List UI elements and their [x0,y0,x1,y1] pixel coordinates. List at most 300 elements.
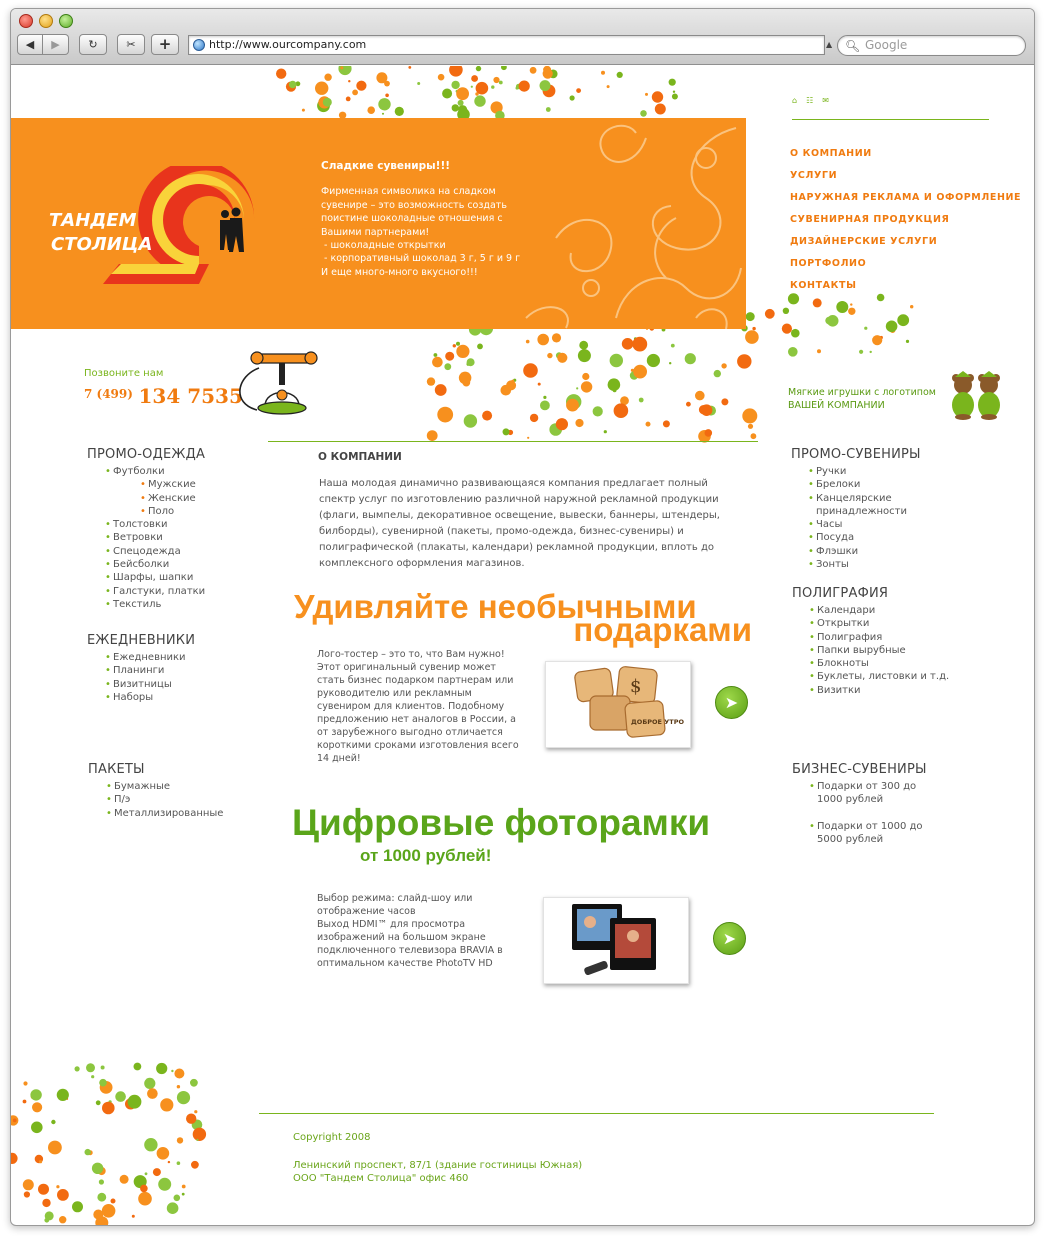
decorative-dot [417,82,420,85]
logo-line2: СТОЛИЦА [51,234,153,255]
decorative-dot [31,1122,43,1134]
decorative-dot [95,1216,108,1226]
feature2-line: Выход HDMI™ для просмотра [317,919,466,930]
right-menu-item[interactable]: • Календари [809,604,972,617]
right-menu-title: ПОЛИГРАФИЯ [792,586,889,601]
decorative-dot [451,81,459,89]
decorative-dot [699,405,708,414]
decorative-dot [655,104,666,115]
decorative-dot [453,344,456,347]
decorative-dot [547,353,552,358]
left-menu-item[interactable]: • Спецодежда [105,545,205,558]
close-window-button[interactable] [19,14,33,28]
decorative-dot [286,82,296,92]
decorative-dot [752,327,755,330]
left-menu-subitem[interactable]: • Женские [140,492,205,505]
decorative-dot [467,358,475,366]
decorative-dot [640,110,647,117]
decorative-dot [376,72,387,83]
decorative-dot [647,354,660,367]
decorative-dot [23,1100,27,1104]
feature2-text [317,892,525,970]
decorative-dot [408,66,411,69]
nav-item-about[interactable]: О КОМПАНИИ [790,148,872,159]
browser-window [10,8,1035,1226]
decorative-dot [97,1193,106,1202]
decorative-dot [86,1063,95,1072]
decorative-dot [886,321,898,333]
decorative-dot [88,1150,93,1155]
decorative-dot [552,333,561,342]
decorative-dot [746,312,755,321]
decorative-dot [98,1167,106,1175]
decorative-dot [663,420,670,427]
decorative-dot [352,90,358,96]
reload-icon: ↻ [88,38,98,51]
decorative-dot [160,1098,173,1111]
decorative-dot [639,398,644,403]
decorative-dot [511,380,514,383]
decorative-dot [315,82,328,95]
decorative-dot [39,1160,42,1163]
decorative-dot [765,309,775,319]
decorative-dot [601,71,605,75]
left-menu-item[interactable]: • Бумажные [106,780,223,793]
decorative-dot [543,85,556,98]
promo-line: сувенире – это возможность создать [321,199,507,211]
decorative-dot [196,1139,198,1141]
decorative-dot [474,95,485,106]
floral-swirl-icon [496,118,746,329]
decorative-dot [630,371,638,379]
decorative-dot [464,414,477,427]
decorative-dot [880,336,883,339]
decorative-dot [93,1210,103,1220]
decorative-dot [467,362,470,365]
decorative-dot [145,1172,148,1175]
decorative-dot [462,379,470,387]
decorative-dot [177,1161,181,1165]
right-menu-printing [792,586,972,697]
decorative-dot [458,105,467,114]
decorative-dot [158,1178,171,1191]
decorative-dot [646,422,651,427]
tandem-logo [49,166,289,296]
decorative-dot [182,1185,186,1189]
right-menu-item[interactable]: • Брелоки [808,478,961,491]
decorative-dot [672,94,678,100]
decorative-dot [575,419,583,427]
decorative-dot [506,380,516,390]
decorative-dot [75,1066,80,1071]
decorative-dot [51,1120,55,1124]
decorative-dot [608,378,621,391]
decorative-dot [445,352,454,361]
decorative-dot [614,403,629,418]
right-menu-business-souvenirs [792,762,962,846]
decorative-dot [174,1069,184,1079]
decorative-dot [134,1175,147,1188]
decorative-dot [527,437,529,439]
call-label: Позвоните нам [84,368,164,379]
decorative-dot [346,97,351,102]
decorative-dot [543,396,546,399]
decorative-dot [427,377,435,385]
divider [268,441,758,442]
decorative-dot [783,308,789,314]
decorative-dot [686,402,691,407]
decorative-dot [13,1119,17,1123]
decorative-dot [543,69,553,79]
decorative-dot [99,1179,104,1184]
decorative-dot [491,101,503,113]
decorative-dot [850,303,852,305]
decorative-dot [669,79,676,86]
nav-item-portfolio[interactable]: ПОРТФОЛИО [790,258,867,269]
decorative-dot [147,1088,158,1099]
decorative-dot [632,337,647,352]
decorative-dot [499,81,503,85]
toys-line1: Мягкие игрушки с логотипом [788,387,936,398]
address-bar[interactable] [188,35,825,55]
decorative-dot [356,81,366,91]
decorative-dot [157,1147,170,1160]
back-button[interactable] [17,34,43,55]
left-menu-item[interactable]: • Бейсболки [105,558,205,571]
left-menu-item[interactable]: • Галстуки, платки [105,585,205,598]
promo-banner [11,118,746,329]
left-menu-item[interactable]: • Ежедневники [105,651,195,664]
logo-line1: ТАНДЕМ [49,210,137,231]
about-text: Наша молодая динамично развивающаяся компания предлагает полный спектр услуг по изготовлению различной наружной рекламной продукции (флаги, вымпелы, декоративное освещение, вывески, баннеры, штендеры, билборды), сувенирной (пакеты, промо-одежда, бизнес-сувениры) и полиграфической (плакаты, календари) рекламной продукции, вплоть до комплексного оформления магазинов. [319,478,720,569]
decorative-dot [194,1110,197,1113]
decorative-dot [476,66,481,71]
decorative-dot [111,1199,116,1204]
feature2-line: изображений на большом экране [317,932,486,943]
decorative-dot [604,430,607,433]
decorative-dot [491,85,494,88]
left-menu-title: ПАКЕТЫ [88,762,145,777]
decorative-dot [85,1149,91,1155]
add-tab-button[interactable] [151,34,179,55]
decorative-dot [476,82,489,95]
left-menu-title: ЕЖЕДНЕВНИКИ [87,633,196,648]
decorative-dot [31,1094,37,1100]
reload-button[interactable] [79,34,107,55]
decorative-dot [570,95,575,100]
decorative-dot [24,1191,30,1197]
right-menu-item[interactable]: • Посуда [808,531,961,544]
decorative-dot [437,407,453,423]
plus-icon: + [158,35,172,53]
globe-icon [193,39,205,51]
nav-item-souvenirs[interactable]: СУВЕНИРНАЯ ПРОДУКЦИЯ [790,214,950,225]
decorative-dot [156,1063,167,1074]
left-menu-item[interactable]: • П/э [106,793,223,806]
address-text: http://www.ourcompany.com [209,38,367,51]
top-icons [792,96,838,105]
nav-item-outdoor-ads[interactable]: НАРУЖНАЯ РЕКЛАМА И ОФОРМЛЕНИЕ [790,192,1022,203]
search-icon: 🔍︎ [845,39,861,53]
left-menu-item[interactable]: • Планинги [105,664,195,677]
decorative-dot [910,305,913,308]
decorative-dot [92,1163,103,1174]
decorative-dot [459,372,472,385]
decorative-dot [751,433,757,439]
feature1-arrow-button[interactable] [715,686,748,719]
footer-copyright: Copyright 2008 [293,1132,371,1143]
right-menu-item[interactable]: • Визитки [809,684,972,697]
photo-frame-icon [544,898,690,985]
decorative-dot [613,389,617,393]
left-menu-subitem[interactable]: • Поло [140,505,205,518]
forward-button[interactable] [43,34,69,55]
photo-frames-image[interactable] [543,897,689,984]
decorative-dot [11,1115,18,1125]
feature2-line: отображение часов [317,906,416,917]
decorative-dot [825,317,833,325]
decorative-dot [516,87,519,90]
search-input[interactable] [837,35,1026,56]
decorative-dot [138,1192,152,1206]
decorative-dot [897,314,909,326]
decorative-dot [549,423,562,436]
nav-item-design[interactable]: ДИЗАЙНЕРСКИЕ УСЛУГИ [790,236,938,247]
right-menu-item[interactable]: • Папки вырубные [809,644,972,657]
sitemap-icon[interactable]: ☷ [806,96,823,105]
promo-line: Фирменная символика на сладком [321,186,496,198]
decorative-dot [669,362,671,364]
decorative-dot [561,358,563,360]
scissors-icon: ✂ [126,38,136,51]
left-menu-item[interactable]: • Футболки [105,465,205,478]
left-menu-item[interactable]: • Шарфы, шапки [105,571,205,584]
left-menu-item[interactable]: • Наборы [105,691,195,704]
decorative-dot [32,1102,42,1112]
decorative-dot [59,1216,66,1223]
decorative-dot [144,1078,155,1089]
snapback-button[interactable] [117,34,145,55]
decorative-dot [557,353,567,363]
decorative-dot [442,89,452,99]
right-menu-title: БИЗНЕС-СУВЕНИРЫ [792,762,927,777]
left-menu-title: ПРОМО-ОДЕЖДА [87,447,206,462]
decorative-dot [177,1091,190,1104]
decorative-dot [537,334,549,346]
decorative-dot [38,1184,49,1195]
decorative-dot [435,384,447,396]
decorative-dot [456,90,459,93]
promo-title: Сладкие сувениры!!! [321,160,451,172]
search-placeholder: Google [865,38,908,52]
decorative-dot [579,341,588,350]
decorative-dot [620,396,629,405]
decorative-dot [48,1141,62,1155]
home-icon[interactable]: ⌂ [792,96,807,105]
decorative-dot [482,411,492,421]
right-menu-item[interactable]: • Блокноты [809,657,972,670]
decorative-dot [501,385,512,396]
decorative-dot [530,414,538,422]
web-page [11,66,1035,1226]
left-menu-item[interactable]: • Визитницы [105,678,195,691]
decorative-dot [192,1120,203,1131]
decorative-dot [289,81,297,89]
right-menu-item[interactable]: • Полиграфия [809,631,972,644]
decorative-dot [556,418,568,430]
feature2-line: подключенного телевизора BRAVIA в [317,945,503,956]
left-menu-item[interactable]: • Толстовки [105,518,205,531]
decorative-dot [519,81,530,92]
phone-number [84,384,243,408]
left-menu-item[interactable]: • Ветровки [105,531,205,544]
right-menu-item[interactable]: • Открытки [809,617,972,630]
decorative-dot [622,338,634,350]
main-navigation [790,147,1021,301]
decorative-dot [721,363,726,368]
decorative-dot [140,1185,148,1193]
left-menu-item[interactable]: • Металлизированные [106,807,223,820]
promo-line: - шоколадные открытки [321,240,446,252]
right-menu-item[interactable]: • Зонты [808,558,961,571]
right-menu-item[interactable]: • Подарки от 1000 до 5000 рублей [809,820,929,847]
toaster-toast-image[interactable] [545,661,691,748]
promo-line: - корпоративный шоколад 3 г, 5 г и 9 г [321,253,521,265]
zoom-window-button[interactable] [59,14,73,28]
decorative-dot [817,349,821,353]
decorative-dot [134,1063,142,1071]
decorative-dot [864,327,867,330]
left-menu-planners [87,633,195,704]
decorative-dot [177,1085,180,1088]
decorative-dot [671,344,675,348]
decorative-dot [748,424,753,429]
decorative-dot [721,398,728,405]
decorative-dot [582,373,589,380]
right-menu-item[interactable]: • Канцелярские принадлежности [808,492,918,519]
left-menu-subitem[interactable]: • Мужские [140,478,205,491]
decorative-dot [30,1089,41,1100]
decorative-dot [493,77,499,83]
decorative-dot [193,1128,206,1141]
left-menu-item[interactable]: • Текстиль [105,598,205,611]
minimize-window-button[interactable] [39,14,53,28]
toys-promo[interactable] [788,387,936,412]
nav-item-services[interactable]: УСЛУГИ [790,170,838,181]
promo-line: Вашими партнерами! [321,226,430,238]
right-menu-item[interactable]: • Флэшки [808,545,961,558]
decorative-dot [132,1215,135,1218]
decorative-dot [128,1095,142,1109]
decorative-dot [513,379,516,382]
divider [792,119,989,120]
right-menu-promo-souvenirs [791,447,961,571]
decorative-dot [546,107,551,112]
right-menu-item[interactable]: • Подарки от 300 до 1000 рублей [809,780,929,807]
decorative-dot [456,87,469,100]
promo-text [321,160,531,279]
decorative-dot [576,387,578,389]
decorative-dot [636,366,642,372]
promo-line: И еще много-много вкусного!!! [321,266,478,278]
decorative-dot [382,113,384,115]
decorative-dot [538,383,541,386]
decorative-dot [737,354,751,368]
decorative-dot [56,1185,59,1188]
mail-icon[interactable]: ✉ [822,96,838,105]
decorative-dot [167,1202,179,1214]
decorative-dot [782,324,792,334]
forward-arrow-icon: ▶ [51,38,60,51]
right-menu-item[interactable]: • Ручки [808,465,961,478]
decorative-dot [706,406,716,416]
decorative-dot [367,106,375,114]
decorative-dot [432,357,443,368]
decorative-dot [190,1079,198,1087]
decorative-dot [791,329,800,338]
decorative-dot [870,351,872,353]
decorative-dot [174,1195,181,1202]
page-title: О КОМПАНИИ [318,451,402,463]
decorative-dot [168,1161,170,1163]
decorative-dot [890,327,896,333]
decorative-dot [115,1091,126,1102]
decorative-dot [191,1161,199,1169]
feature2-subtitle: от 1000 рублей! [360,846,492,865]
decorative-dot [848,308,855,315]
decorative-dot [434,353,438,357]
decorative-dot [827,315,839,327]
toast-icon [546,662,692,749]
decorative-dot [302,109,305,112]
decorative-dot [745,330,759,344]
decorative-dot [324,74,331,81]
arrow-right-icon: ➤ [724,693,739,712]
decorative-dot [186,1114,196,1124]
toast-text: ДОБРОЕ УТРО [631,718,684,726]
decorative-dot [714,370,721,377]
decorative-dot [617,72,623,78]
decorative-dot [610,354,623,367]
decorative-dot [581,381,592,392]
feature1-subtitle: подарками [573,611,752,648]
decorative-dot [296,81,301,86]
feature2-arrow-button[interactable] [713,922,746,955]
decorative-dot [471,86,473,88]
decorative-dot [458,100,464,106]
decorative-dot [125,1098,136,1109]
decorative-dot [11,1153,18,1164]
feature1-text: Лого-тостер – это то, что Вам нужно! Этот оригинальный сувенир может стать бизнес подарком партнерам или руководителю или рекламным сувениром для клиентов. Подобному предложению нет аналогов в России, а от зарубежного выгодно отличается короткими сроками изготовления всего 14 дней! [317,649,519,764]
address-dropdown-icon[interactable]: ▲ [826,40,833,49]
feature2-title: Цифровые фоторамки [292,802,711,843]
right-menu-item[interactable]: • Часы [808,518,961,531]
right-menu-item[interactable]: • Буклеты, листовки и т.д. [809,670,972,683]
phone-main: 134 7535 [138,384,243,408]
decorative-dot [153,1168,161,1176]
decorative-dot [338,66,351,75]
decorative-dot [543,66,551,74]
decorative-dot [23,1179,34,1190]
decorative-dot [348,80,350,82]
decorative-dot [456,345,469,358]
feature1-title: Удивляйте необычными [294,588,697,625]
nav-item-contacts[interactable]: КОНТАКТЫ [790,280,857,291]
arrow-right-icon: ➤ [722,929,737,948]
decorative-dot [96,1100,101,1105]
decorative-dot [503,428,510,435]
decorative-dot [549,70,558,79]
